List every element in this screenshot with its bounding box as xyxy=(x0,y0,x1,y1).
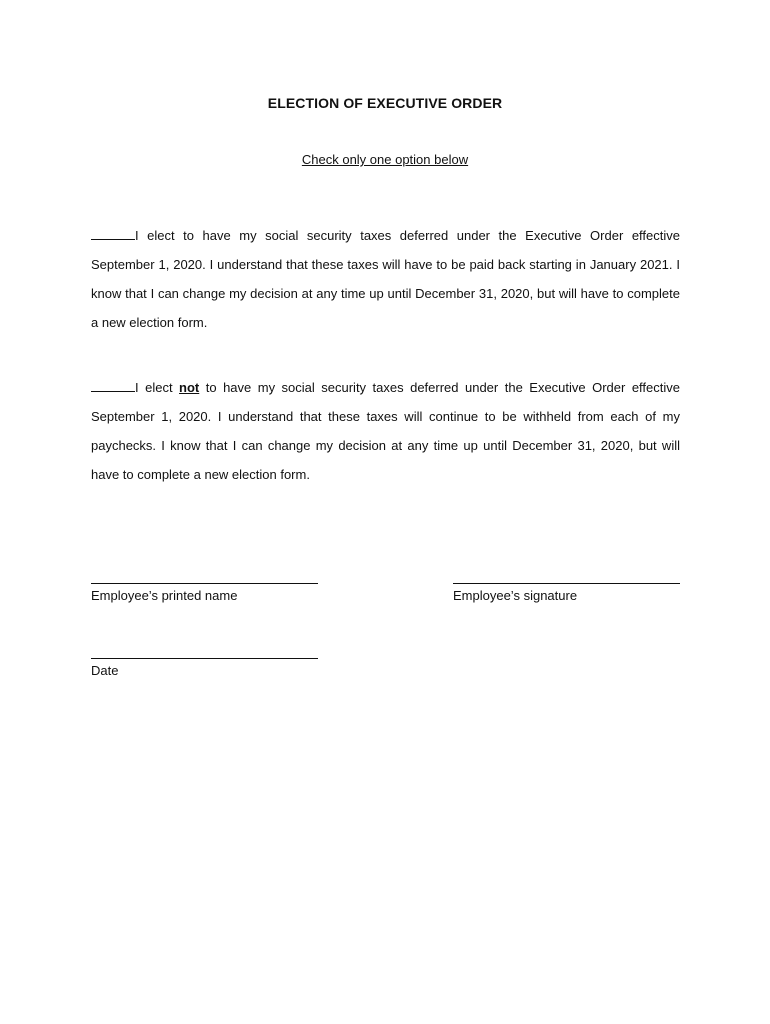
printed-name-line[interactable] xyxy=(91,583,318,584)
printed-name-label: Employee’s printed name xyxy=(91,588,238,603)
date-line[interactable] xyxy=(91,658,318,659)
signature-line[interactable] xyxy=(453,583,680,584)
option-not-defer xyxy=(91,373,680,489)
instruction-text xyxy=(0,152,770,167)
option-not-defer-checkbox-blank[interactable] xyxy=(91,380,135,392)
instruction-label: Check only one option below xyxy=(301,152,469,167)
date-label: Date xyxy=(91,663,119,678)
option-defer xyxy=(91,221,680,337)
option-defer-checkbox-blank[interactable] xyxy=(91,228,135,240)
option-defer-text: I elect to have my social security taxes deferred under the Executive Order effective September 1, 2020. I understand that these taxes will have to be paid back starting in January 2021. I know that I can change my decision at any time up until December 31, 2020, but will have to complete a new election form. xyxy=(91,228,680,330)
option-not-defer-text-after: to have my social security taxes deferred under the Executive Order effective September 1, 2020. I understand that these taxes will continue to be withheld from each of my paychecks. I know that I can change my decision at any time up until December 31, 2020, but will have to complete a new election form. xyxy=(91,380,681,482)
option-not-defer-text-before: I elect xyxy=(135,380,180,395)
option-not-defer-emphasis: not xyxy=(179,380,200,395)
document-title: ELECTION OF EXECUTIVE ORDER xyxy=(267,95,503,111)
signature-label: Employee’s signature xyxy=(453,588,578,603)
